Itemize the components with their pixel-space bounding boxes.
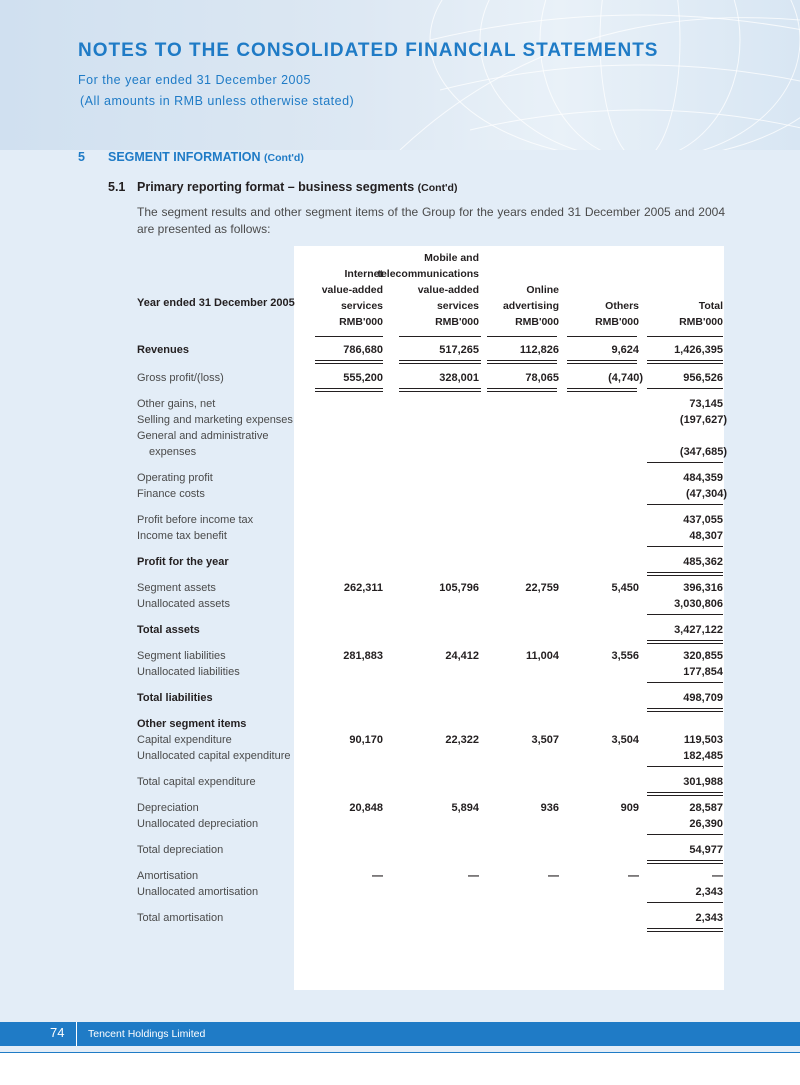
col-header-others: Others RMB'000 — [595, 300, 639, 328]
cell-mobile: 105,796 — [439, 582, 479, 594]
section-heading — [78, 150, 304, 164]
double-rule — [647, 860, 723, 864]
cell-total: 2,343 — [695, 886, 723, 898]
row-label: Amortisation — [137, 870, 199, 882]
cell-total: 3,030,806 — [674, 598, 723, 610]
single-rule — [647, 546, 723, 547]
cell-internet: — — [372, 870, 383, 882]
cell-internet: 90,170 — [349, 734, 383, 746]
row-label: Gross profit/(loss) — [137, 372, 224, 384]
double-rule — [647, 708, 723, 712]
table-row — [137, 774, 725, 790]
cell-total: 484,359 — [683, 472, 723, 484]
double-rule — [399, 388, 481, 392]
table-row — [137, 428, 725, 444]
table-row — [137, 716, 725, 732]
section-suffix: (Cont'd) — [264, 152, 304, 164]
row-label: Other gains, net — [137, 398, 216, 410]
table-row — [137, 800, 725, 816]
double-rule — [647, 360, 723, 364]
page-bottom — [0, 1053, 800, 1085]
single-rule — [647, 682, 723, 683]
table-row — [137, 342, 725, 358]
table-row — [137, 842, 725, 858]
cell-online: 11,004 — [525, 650, 559, 662]
col-header-total: Total RMB'000 — [679, 300, 723, 328]
double-rule — [399, 360, 481, 364]
double-rule — [567, 388, 637, 392]
row-label: Unallocated liabilities — [137, 666, 240, 678]
row-label: Unallocated assets — [137, 598, 230, 610]
col-header-internet: Internet value-added services RMB'000 — [321, 268, 383, 328]
table-row — [137, 580, 725, 596]
cell-total: 73,145 — [689, 398, 723, 410]
cell-mobile: 328,001 — [439, 372, 479, 384]
row-label: Unallocated amortisation — [137, 886, 259, 898]
table-row — [137, 486, 725, 502]
row-label: Profit for the year — [137, 556, 229, 568]
table-row — [137, 690, 725, 706]
page-number: 74 — [50, 1025, 65, 1040]
cell-others: 5,450 — [611, 582, 639, 594]
single-rule — [647, 462, 723, 463]
row-label: Total capital expenditure — [137, 776, 256, 788]
cell-mobile: 5,894 — [451, 802, 479, 814]
single-rule — [567, 336, 637, 337]
cell-internet: 786,680 — [343, 344, 383, 356]
cell-online: 3,507 — [531, 734, 559, 746]
segment-table — [137, 246, 725, 926]
table-row — [137, 622, 725, 638]
row-label: Segment assets — [137, 582, 216, 594]
cell-others: 3,504 — [611, 734, 639, 746]
row-header: Year ended 31 December 2005 — [137, 297, 295, 309]
cell-internet: 20,848 — [349, 802, 383, 814]
row-label: Capital expenditure — [137, 734, 232, 746]
cell-internet: 555,200 — [343, 372, 383, 384]
footer-divider — [76, 1022, 77, 1046]
cell-total: 28,587 — [689, 802, 723, 814]
row-label: Total depreciation — [137, 844, 224, 856]
table-row — [137, 528, 725, 544]
col-header-mobile: Mobile and telecommunications value-added services RMB'000 — [377, 252, 479, 328]
cell-others: 3,556 — [611, 650, 639, 662]
cell-mobile: 517,265 — [439, 344, 479, 356]
cell-total: 3,427,122 — [674, 624, 723, 636]
double-rule — [647, 928, 723, 932]
cell-online: 112,826 — [519, 344, 559, 356]
double-rule — [487, 360, 557, 364]
row-label: Revenues — [137, 344, 189, 356]
row-label: Profit before income tax — [137, 514, 254, 526]
table-row — [137, 512, 725, 528]
double-rule — [487, 388, 557, 392]
table-row — [137, 910, 725, 926]
cell-total: 119,503 — [683, 734, 723, 746]
table-row — [137, 370, 725, 386]
cell-others: — — [628, 870, 639, 882]
section-title: SEGMENT INFORMATION — [108, 150, 261, 164]
cell-total: 956,526 — [683, 372, 723, 384]
cell-internet: 262,311 — [343, 582, 383, 594]
table-header — [137, 246, 725, 330]
table-row — [137, 412, 725, 428]
row-label: Income tax benefit — [137, 530, 227, 542]
cell-others: 9,624 — [611, 344, 639, 356]
col-header-online: Online advertising RMB'000 — [502, 284, 559, 328]
subsection-heading — [108, 180, 457, 194]
cell-online: 936 — [540, 802, 559, 814]
cell-total: 396,316 — [683, 582, 723, 594]
cell-total: 301,988 — [683, 776, 723, 788]
amounts-note: (All amounts in RMB unless otherwise stated) — [80, 94, 355, 108]
page-subtitle: For the year ended 31 December 2005 — [78, 73, 311, 87]
cell-total: 485,362 — [683, 556, 723, 568]
row-label: Finance costs — [137, 488, 205, 500]
cell-total: 320,855 — [683, 650, 723, 662]
table-row — [137, 748, 725, 764]
table-row — [137, 648, 725, 664]
double-rule — [567, 360, 637, 364]
cell-total: 54,977 — [689, 844, 723, 856]
cell-others: 909 — [620, 802, 639, 814]
cell-total: 48,307 — [689, 530, 723, 542]
table-row — [137, 816, 725, 832]
row-label: Total liabilities — [137, 692, 213, 704]
cell-online: — — [548, 870, 559, 882]
row-label: General and administrative — [137, 430, 269, 442]
row-label: Segment liabilities — [137, 650, 226, 662]
row-label: Unallocated depreciation — [137, 818, 259, 830]
cell-total: 26,390 — [689, 818, 723, 830]
double-rule — [647, 792, 723, 796]
row-label: Other segment items — [137, 718, 247, 730]
row-label: Selling and marketing expenses — [137, 414, 293, 426]
cell-online: 78,065 — [525, 372, 559, 384]
subsection-title: Primary reporting format – business segments — [137, 180, 415, 194]
cell-total: (347,685) — [679, 446, 727, 458]
double-rule — [647, 572, 723, 576]
double-rule — [315, 360, 383, 364]
single-rule — [647, 336, 723, 337]
table-row — [137, 596, 725, 612]
row-label: Total assets — [137, 624, 200, 636]
cell-internet: 281,883 — [343, 650, 383, 662]
subsection-suffix: (Cont'd) — [417, 182, 458, 194]
cell-total: 498,709 — [683, 692, 723, 704]
cell-total: (47,304) — [686, 488, 727, 500]
single-rule — [647, 834, 723, 835]
table-row — [137, 732, 725, 748]
cell-total: (197,627) — [679, 414, 727, 426]
table-row — [137, 470, 725, 486]
cell-mobile: 22,322 — [445, 734, 479, 746]
row-label: Operating profit — [137, 472, 213, 484]
company-name: Tencent Holdings Limited — [88, 1028, 206, 1040]
table-row — [137, 444, 725, 460]
row-label: Unallocated capital expenditure — [137, 750, 291, 762]
single-rule — [647, 902, 723, 903]
single-rule — [647, 504, 723, 505]
single-rule — [647, 614, 723, 615]
table-row — [137, 884, 725, 900]
double-rule — [315, 388, 383, 392]
single-rule — [487, 336, 557, 337]
cell-total: 182,485 — [683, 750, 723, 762]
cell-total: 177,854 — [683, 666, 723, 678]
single-rule — [315, 336, 383, 337]
table-row — [137, 664, 725, 680]
row-label: expenses — [149, 446, 197, 458]
cell-mobile: — — [468, 870, 479, 882]
single-rule — [399, 336, 481, 337]
section-number: 5 — [78, 150, 85, 164]
single-rule — [647, 388, 723, 389]
cell-total: 2,343 — [695, 912, 723, 924]
cell-others: (4,740) — [608, 372, 643, 384]
cell-mobile: 24,412 — [445, 650, 479, 662]
cell-total: 437,055 — [683, 514, 723, 526]
row-label: Depreciation — [137, 802, 199, 814]
table-row — [137, 868, 725, 884]
intro-paragraph: The segment results and other segment items of the Group for the years ended 31 December 2005 and 2004 are presented as follows: — [137, 205, 725, 236]
subsection-number: 5.1 — [108, 180, 126, 194]
cell-online: 22,759 — [525, 582, 559, 594]
page-title: NOTES TO THE CONSOLIDATED FINANCIAL STATEMENTS — [78, 40, 659, 61]
double-rule — [647, 640, 723, 644]
table-row — [137, 554, 725, 570]
cell-total: 1,426,395 — [674, 344, 723, 356]
cell-total: — — [712, 870, 723, 882]
table-row — [137, 396, 725, 412]
single-rule — [647, 766, 723, 767]
row-label: Total amortisation — [137, 912, 224, 924]
